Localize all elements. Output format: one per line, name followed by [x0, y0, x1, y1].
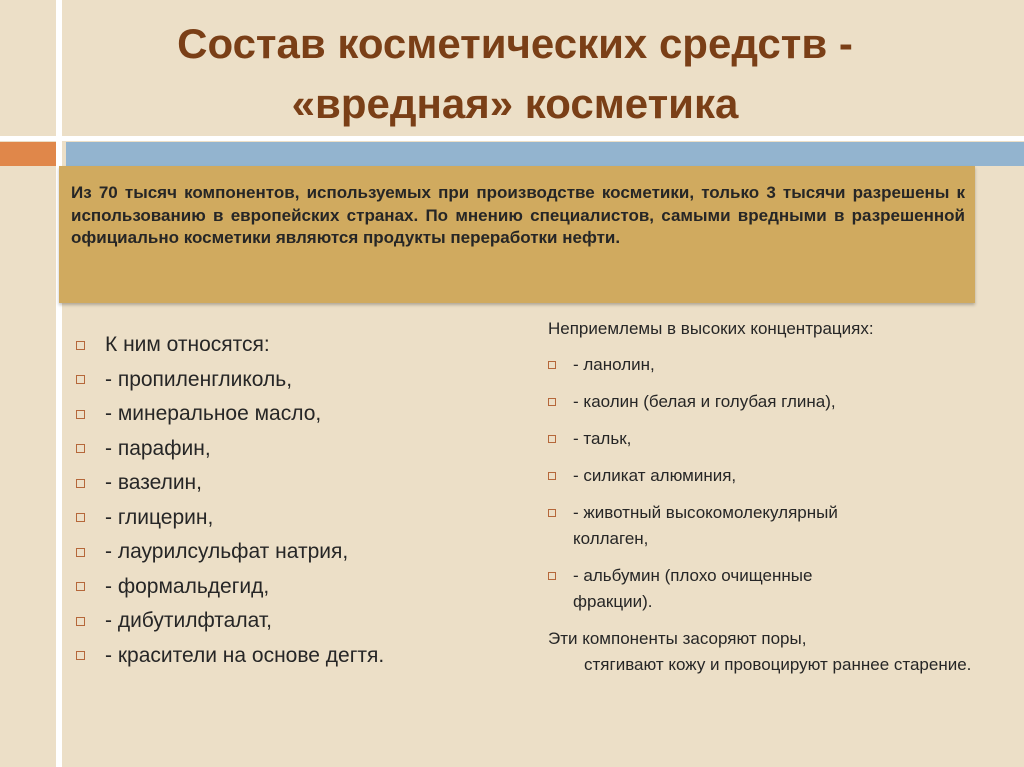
square-bullet-icon: [76, 410, 85, 419]
list-item: [548, 563, 1008, 615]
list-item-text: - вазелин,: [105, 471, 202, 495]
list-item-text: - формальдегид,: [105, 574, 270, 598]
list-item: [76, 501, 516, 536]
list-item-text: - пропиленгликоль,: [105, 367, 293, 391]
horizontal-divider: [0, 136, 1024, 141]
list-item-text: - силикат алюминия,: [573, 466, 737, 485]
square-bullet-icon: [548, 472, 556, 480]
callout-text: Из 70 тысяч компонентов, используемых при производстве косметики, только 3 тысячи разрешены к использованию в европейских странах. По мнению специалистов, самыми вредными в разрешенной официально косметики являются продукты переработки нефти.: [71, 183, 965, 247]
square-bullet-icon: [548, 398, 556, 406]
list-item: [548, 426, 1008, 452]
footer-line-2: стягивают кожу и провоцируют раннее старение.: [584, 655, 972, 674]
list-item-text: - тальк,: [573, 429, 632, 448]
square-bullet-icon: [548, 509, 556, 517]
square-bullet-icon: [76, 513, 85, 522]
list-item: [548, 463, 1008, 489]
square-bullet-icon: [76, 548, 85, 557]
list-item-text: - лаурилсульфат натрия,: [105, 540, 349, 564]
list-item-text: - красители на основе дегтя.: [105, 643, 385, 667]
footer-line-1: Эти компоненты засоряют поры,: [548, 629, 807, 648]
square-bullet-icon: [76, 341, 85, 350]
square-bullet-icon: [76, 617, 85, 626]
list-item: [76, 466, 516, 501]
square-bullet-icon: [76, 651, 85, 660]
left-list: [76, 328, 516, 673]
right-list-heading: Неприемлемы в высоких концентрациях:: [548, 319, 874, 338]
list-item-text: - минеральное масло,: [105, 402, 322, 426]
square-bullet-icon: [76, 444, 85, 453]
list-item-text: - глицерин,: [105, 505, 214, 529]
list-item: [548, 389, 1008, 415]
right-list-footer: [548, 626, 1008, 678]
vertical-divider: [56, 0, 62, 767]
list-item-text: - дибутилфталат,: [105, 609, 272, 633]
list-item: [76, 604, 516, 639]
list-item: [76, 639, 516, 674]
square-bullet-icon: [76, 582, 85, 591]
accent-bar-blue: [66, 142, 1024, 166]
title-line-2: «вредная» косметика: [291, 80, 739, 127]
list-item-text: - ланолин,: [573, 355, 655, 374]
list-item: [76, 363, 516, 398]
list-item: [76, 535, 516, 570]
square-bullet-icon: [548, 361, 556, 369]
square-bullet-icon: [76, 479, 85, 488]
list-item-text: - парафин,: [105, 436, 211, 460]
list-item: [548, 500, 1008, 552]
accent-bar-orange: [0, 142, 56, 166]
square-bullet-icon: [548, 435, 556, 443]
list-item: [76, 432, 516, 467]
list-item: [76, 570, 516, 605]
square-bullet-icon: [76, 375, 85, 384]
list-item-text: - каолин (белая и голубая глина),: [573, 392, 836, 411]
title-line-1: Состав косметических средств -: [177, 20, 853, 67]
callout-box: [59, 166, 975, 303]
right-list: [548, 316, 1008, 678]
slide-title: [70, 14, 960, 134]
list-item: [76, 397, 516, 432]
list-item-text: - животный высокомолекулярный коллаген,: [573, 503, 838, 548]
list-item: [548, 352, 1008, 378]
list-item-text: К ним относятся:: [105, 333, 270, 357]
square-bullet-icon: [548, 572, 556, 580]
list-item: [76, 328, 516, 363]
list-item-text: - альбумин (плохо очищенные фракции).: [573, 566, 813, 611]
